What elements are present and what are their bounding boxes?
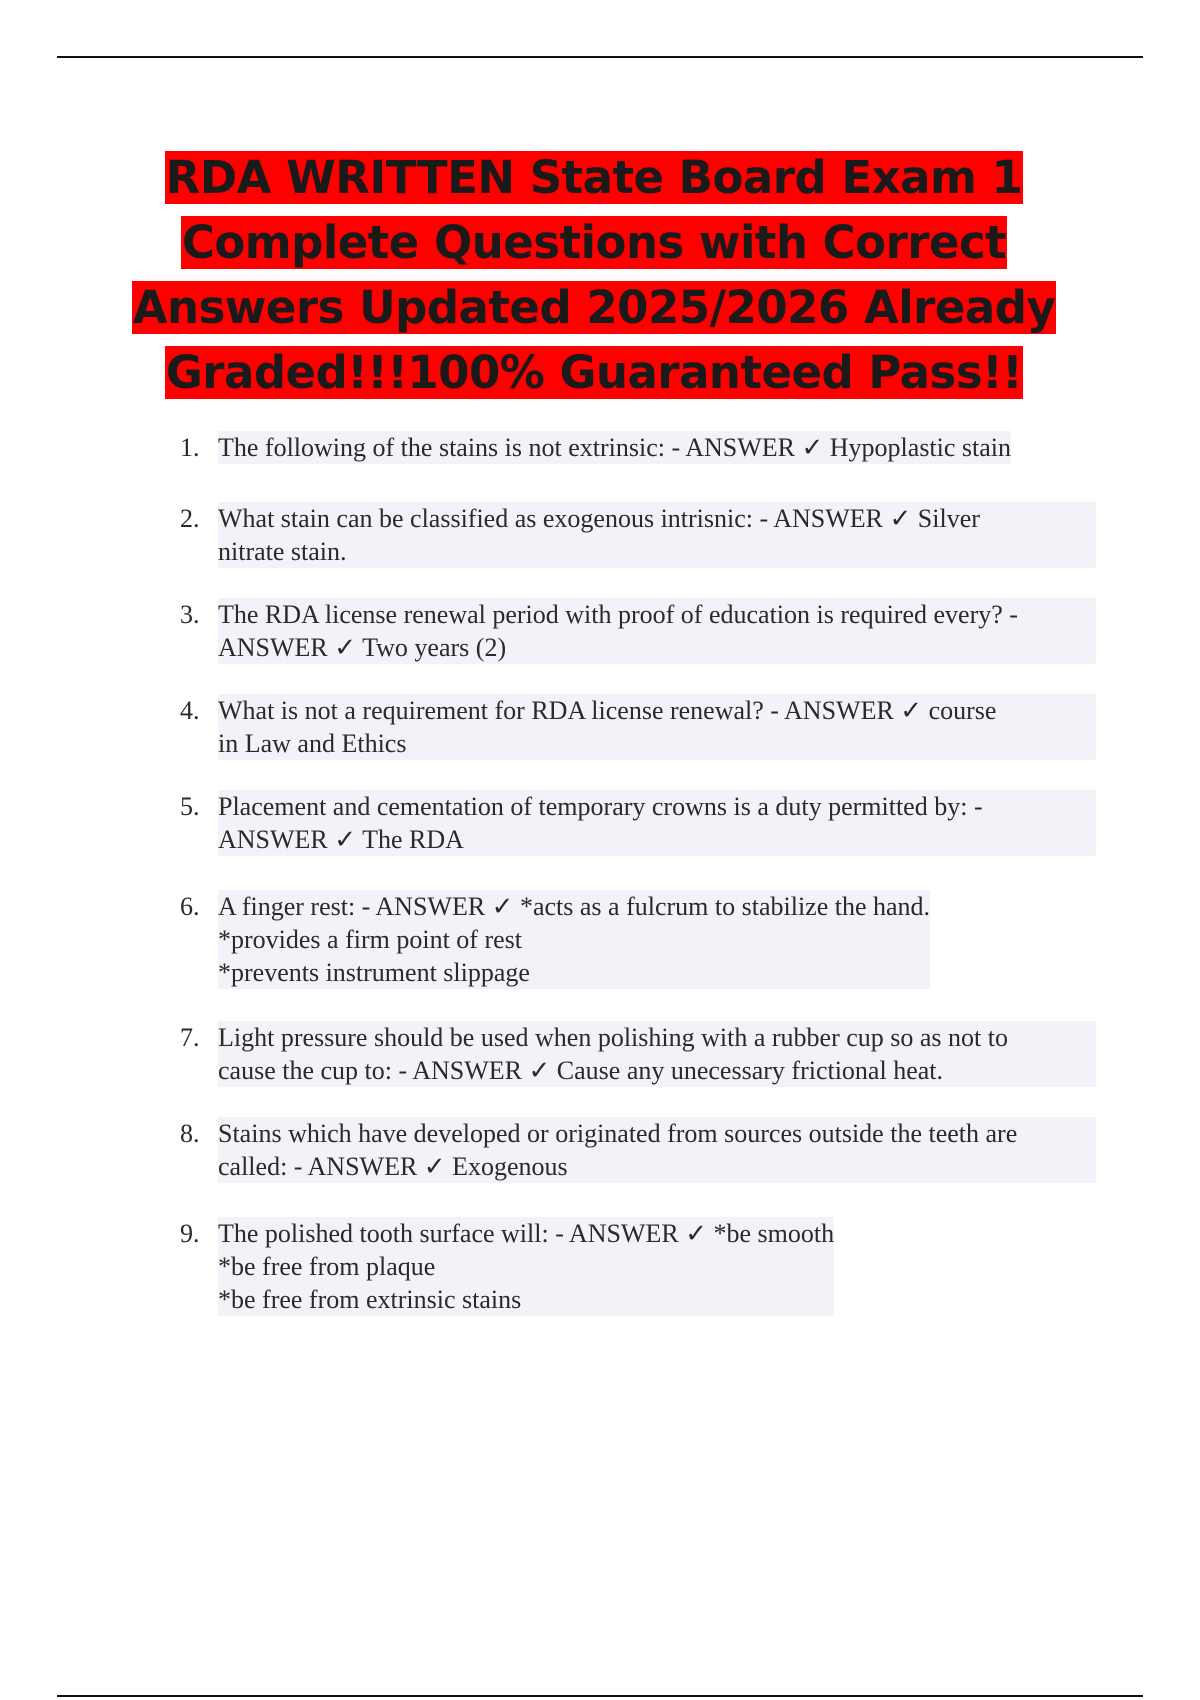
- title-line: Answers Updated 2025/2026 Already: [132, 281, 1056, 334]
- question-number: 8.: [180, 1119, 200, 1148]
- question-text: What stain can be classified as exogenous intrisnic: - ANSWER ✓ Silver nitrate stain.: [218, 502, 1096, 568]
- question-number: 2.: [180, 504, 200, 533]
- question-item: [176, 790, 1096, 856]
- title-line: Graded!!!100% Guaranteed Pass!!: [165, 346, 1023, 399]
- bottom-rule: [57, 1695, 1143, 1697]
- question-number: 1.: [180, 433, 200, 462]
- document-title: [0, 145, 1188, 405]
- question-item: [176, 502, 1096, 568]
- top-rule: [57, 56, 1143, 58]
- question-item: [176, 1021, 1096, 1087]
- question-item: [176, 694, 1096, 760]
- question-number: 4.: [180, 696, 200, 725]
- question-text: What is not a requirement for RDA license renewal? - ANSWER ✓ course in Law and Ethics: [218, 694, 1096, 760]
- title-line: Complete Questions with Correct: [181, 216, 1007, 269]
- question-number: 9.: [180, 1219, 200, 1248]
- question-number: 5.: [180, 792, 200, 821]
- question-text: The following of the stains is not extrinsic: - ANSWER ✓ Hypoplastic stain: [218, 433, 1012, 462]
- question-text: Light pressure should be used when polishing with a rubber cup so as not to cause the cup to: - ANSWER ✓ Cause any unecessary frictional heat.: [218, 1021, 1096, 1087]
- question-text: Placement and cementation of temporary crowns is a duty permitted by: - ANSWER ✓ The RDA: [218, 790, 1096, 856]
- question-text: Stains which have developed or originated from sources outside the teeth are called: - ANSWER ✓ Exogenous: [218, 1117, 1096, 1183]
- question-text: The polished tooth surface will: - ANSWER ✓ *be smooth *be free from plaque *be free from extrinsic stains: [218, 1219, 835, 1314]
- question-number: 7.: [180, 1023, 200, 1052]
- question-item: [176, 1117, 1096, 1183]
- question-item: [176, 598, 1096, 664]
- question-number: 3.: [180, 600, 200, 629]
- question-list: [176, 431, 1096, 1316]
- question-text: The RDA license renewal period with proof of education is required every? - ANSWER ✓ Two years (2): [218, 598, 1096, 664]
- question-text: A finger rest: - ANSWER ✓ *acts as a fulcrum to stabilize the hand. *provides a firm point of rest *prevents instrument slippage: [218, 892, 931, 987]
- title-line: RDA WRITTEN State Board Exam 1: [165, 151, 1023, 204]
- question-number: 6.: [180, 892, 200, 921]
- question-item: [176, 890, 1096, 989]
- question-item: [176, 1217, 1096, 1316]
- question-item: [176, 431, 1096, 464]
